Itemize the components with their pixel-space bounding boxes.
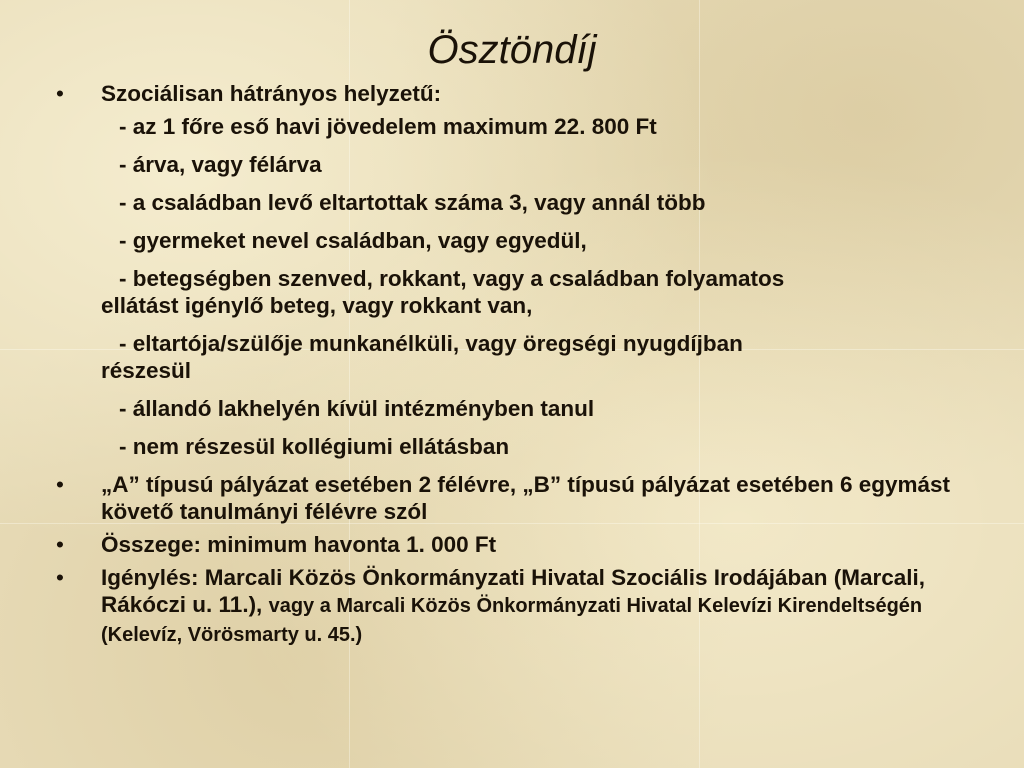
criterion-raising-child (56, 227, 956, 254)
criterion-away-from-home (56, 395, 956, 422)
criterion-text: - gyermeket nevel családban, vagy egyedül, (119, 228, 587, 253)
bullet-eligibility (56, 80, 956, 107)
application-text: Igénylés: Marcali Közös Önkormányzati Hivatal Szociális Irodájában (Marcali, Rákóczi u. 11.), (101, 565, 926, 617)
bullet-marker: • (56, 532, 64, 557)
criterion-text: - nem részesül kollégiumi ellátásban (119, 434, 510, 459)
criterion-dependents (56, 189, 956, 216)
bullet-duration (56, 471, 956, 525)
criterion-income (56, 113, 956, 140)
bullet-marker: • (56, 472, 64, 497)
application-text-alternative: vagy a Marcali Közös Önkormányzati Hivatal Kelevízi Kirendeltségén (Kelevíz, Vörösmarty u. 45.) (101, 595, 923, 646)
criterion-illness (56, 265, 956, 319)
criterion-text: - betegségben szenved, rokkant, vagy a családban folyamatos (119, 266, 785, 291)
criterion-text: - a családban levő eltartottak száma 3, vagy annál több (119, 190, 706, 215)
criterion-orphan (56, 151, 956, 178)
criterion-text-continued: ellátást igénylő beteg, vagy rokkant van, (101, 293, 533, 318)
bullet-marker: • (56, 565, 64, 590)
bullet-application (56, 564, 956, 649)
criterion-text: - eltartója/szülője munkanélküli, vagy öregségi nyugdíjban (119, 331, 743, 356)
criterion-unemployed-guardian (56, 330, 956, 384)
criterion-text: - állandó lakhelyén kívül intézményben tanul (119, 396, 595, 421)
bullet-marker: • (56, 81, 64, 106)
bullet-amount (56, 531, 956, 558)
criterion-text: - az 1 főre eső havi jövedelem maximum 22. 800 Ft (119, 114, 657, 139)
criterion-no-dormitory (56, 433, 956, 460)
amount-text: Összege: minimum havonta 1. 000 Ft (101, 532, 497, 557)
slide-body (56, 80, 956, 655)
duration-text: „A” típusú pályázat esetében 2 félévre, „B” típusú pályázat esetében 6 egymást követő tanulmányi félévre szól (101, 472, 951, 524)
criterion-text-continued: részesül (101, 358, 192, 383)
criterion-text: - árva, vagy félárva (119, 152, 322, 177)
slide-title: Ösztöndíj (427, 28, 597, 72)
eligibility-heading: Szociálisan hátrányos helyzetű: (101, 81, 442, 106)
